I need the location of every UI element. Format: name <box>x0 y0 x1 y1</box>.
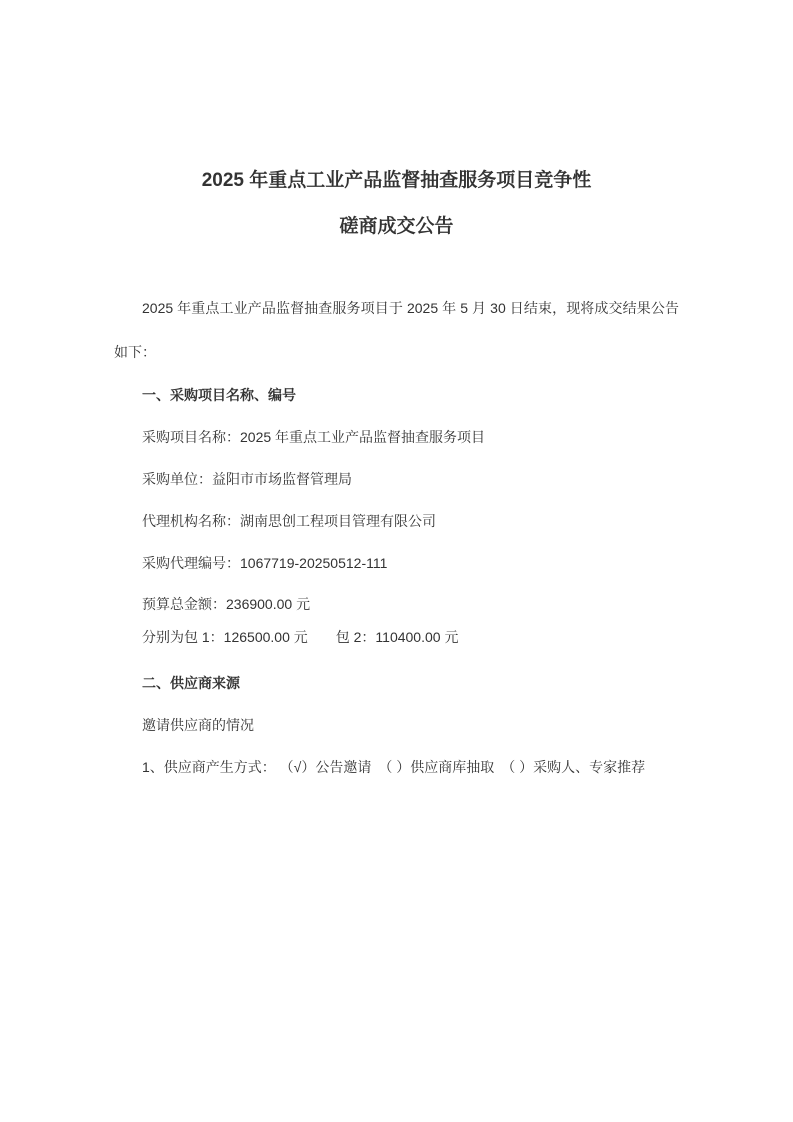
intro-paragraph: 2025 年重点工业产品监督抽查服务项目于 2025 年 5 月 30 日结束，现将成交结果公告如下： <box>114 300 679 360</box>
invited-suppliers-line: 邀请供应商的情况 <box>142 717 254 733</box>
purchase-project-name-line: 采购项目名称：2025 年重点工业产品监督抽查服务项目 <box>142 429 486 445</box>
document-title-line-2: 磋商成交公告 <box>339 216 454 237</box>
agency-name-line: 代理机构名称：湖南思创工程项目管理有限公司 <box>142 513 436 529</box>
budget-packages-line: 分别为包 1：126500.00 元 包 2：110400.00 元 <box>142 629 459 645</box>
agency-number-line: 采购代理编号：1067719-20250512-111 <box>142 555 388 571</box>
section2-heading: 二、供应商来源 <box>142 675 240 691</box>
budget-total-line: 预算总金额：236900.00 元 <box>142 596 311 612</box>
document-title-line-1: 2025 年重点工业产品监督抽查服务项目竞争性 <box>201 170 592 191</box>
section1-heading: 一、采购项目名称、编号 <box>142 387 296 403</box>
supplier-method-line: 1、供应商产生方式： （√）公告邀请 （ ）供应商库抽取 （ ）采购人、专家推荐 <box>142 759 646 775</box>
document-title <box>114 158 679 250</box>
purchaser-unit-line: 采购单位：益阳市市场监督管理局 <box>142 471 352 487</box>
